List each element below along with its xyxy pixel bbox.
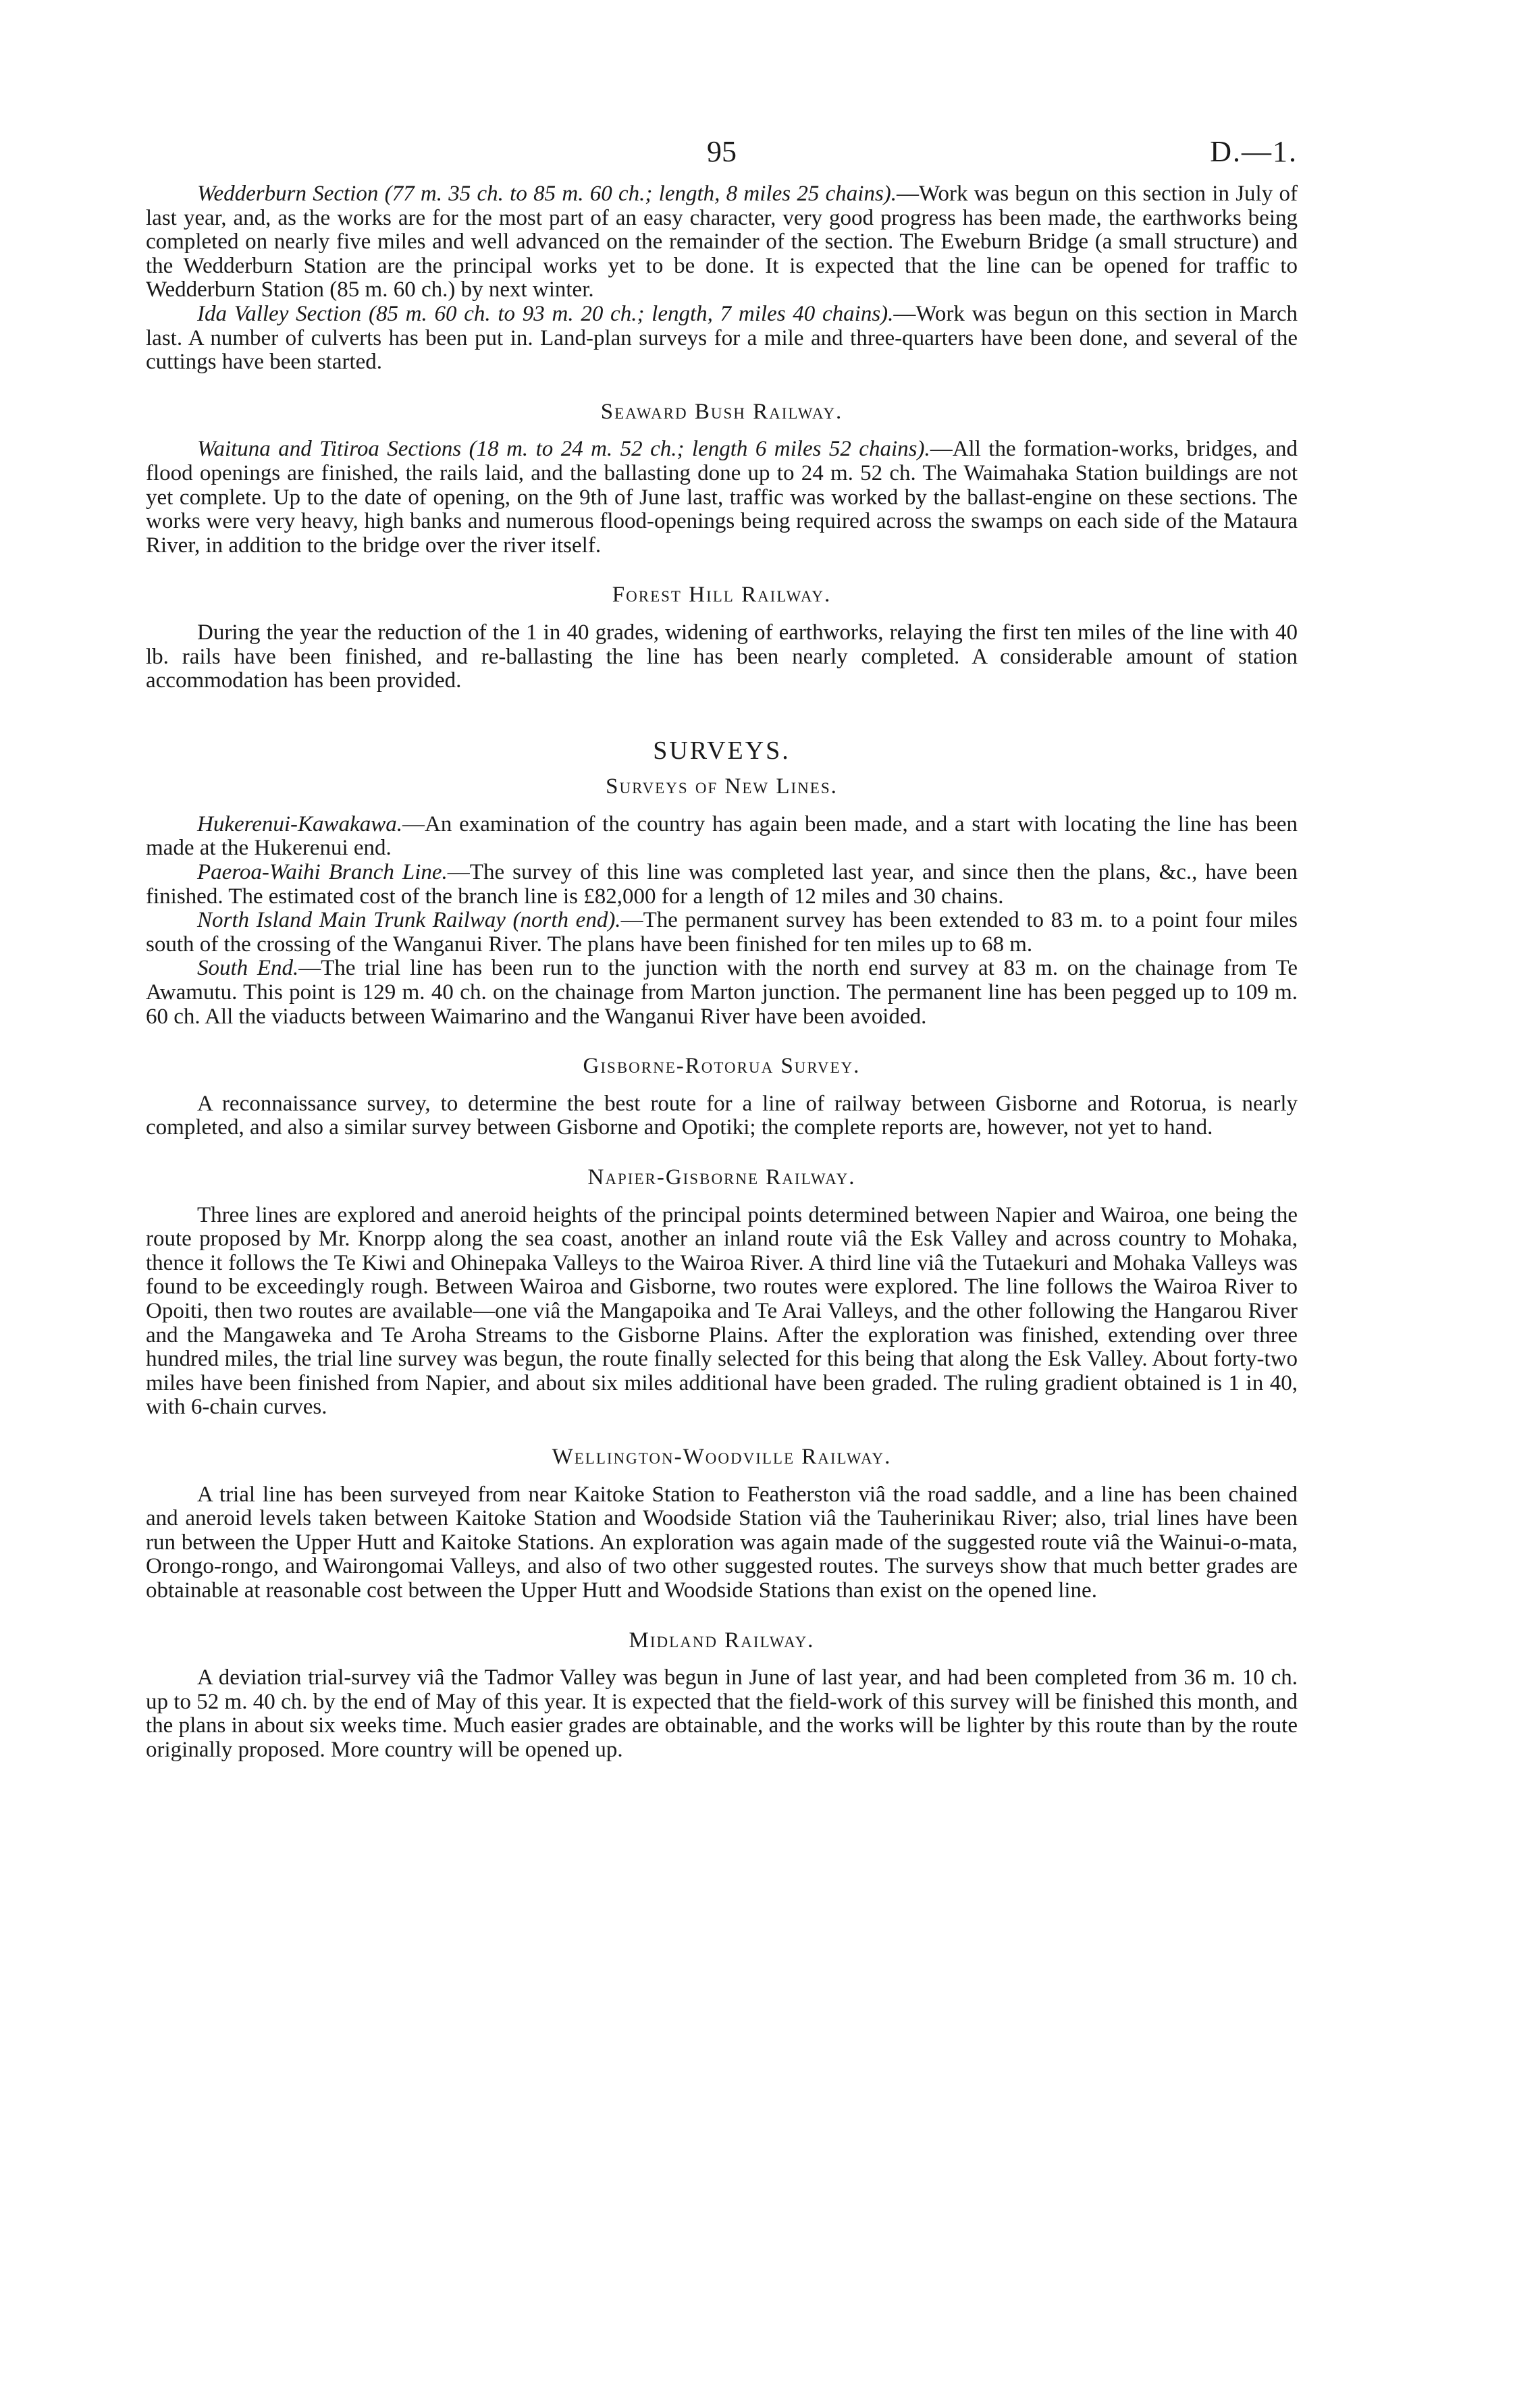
paragraph-main-trunk-north <box>146 909 1298 957</box>
paragraph-ida-valley-section <box>146 302 1298 375</box>
heading-surveys: SURVEYS. <box>653 736 791 765</box>
heading-surveys-of-new-lines: Surveys of New Lines. <box>606 774 838 799</box>
document-page <box>146 135 1298 1762</box>
paragraph-gisborne-rotorua <box>146 1092 1298 1140</box>
page-number: 95 <box>707 135 737 168</box>
paragraph-lead: Hukerenui-Kawakawa. <box>197 811 402 836</box>
heading-napier-gisborne-railway: Napier-Gisborne Railway. <box>587 1165 856 1189</box>
paragraph-text: —The trial line has been run to the junction with the north end survey at 83 m. on the chainage from Te Awamutu. This point is 129 m. 40 ch. on the chainage from Marton junction. The permanent line has been pegged up to 109 m. 60 ch. All the viaducts between Waimarino and the Wanganui River have been avoided. <box>146 956 1298 1029</box>
paragraph-lead: Waituna and Titiroa Sections (18 m. to 24 m. 52 ch.; length 6 miles 52 chains). <box>197 437 930 462</box>
paragraph-lead: Wedderburn Section (77 m. 35 ch. to 85 m. 60 ch.; length, 8 miles 25 chains). <box>197 182 897 206</box>
heading-midland-railway: Midland Railway. <box>629 1628 815 1653</box>
page-header <box>146 135 1298 182</box>
document-reference: D.—1. <box>1210 135 1298 168</box>
paragraph-forest-hill <box>146 621 1298 693</box>
paragraph-lead: North Island Main Trunk Railway (north end). <box>197 908 621 933</box>
paragraph-text: —The permanent survey has been extended to 83 m. to a point four miles south of the crossing of the Wanganui River. The plans have been finished for ten miles up to 68 m. <box>146 908 1298 957</box>
paragraph-text: —An examination of the country has again been made, and a start with locating the line has been made at the Hukerenui end. <box>146 811 1298 861</box>
paragraph-text: A deviation trial-survey viâ the Tadmor Valley was begun in June of last year, and had been completed from 36 m. 10 ch. up to 52 m. 40 ch. by the end of May of this year. It is expected that the field-work of this survey will be finished this month, and the plans in about six weeks time. Much easier grades are obtainable, and the works will be lighter by this route than by the route originally proposed. More country will be opened up. <box>146 1665 1298 1762</box>
paragraph-waituna-titiroa-sections <box>146 437 1298 558</box>
paragraph-text: —All the formation-works, bridges, and flood openings are finished, the rails laid, and the ballasting done up to 24 m. 52 ch. The Waimahaka Station buildings are not yet complete. Up to the date of opening, on the 9th of June last, traffic was worked by the ballast-engine on these sections. The works were very heavy, high banks and numerous flood-openings being required across the swamps on each side of the Mataura River, in addition to the bridge over the river itself. <box>146 437 1298 558</box>
heading-wellington-woodville-railway: Wellington-Woodville Railway. <box>552 1444 892 1469</box>
paragraph-lead: Paeroa-Waihi Branch Line. <box>197 860 448 885</box>
paragraph-wellington-woodville <box>146 1483 1298 1603</box>
paragraph-south-end <box>146 957 1298 1029</box>
paragraph-text: Three lines are explored and aneroid heights of the principal points determined between Napier and Wairoa, one being the route proposed by Mr. Knorpp along the sea coast, another an inland route viâ the Esk Valley and across country to Mohaka, thence it follows the Te Kiwi and Ohinepaka Valleys to the Wairoa River. A third line viâ the Tutaekuri and Mohaka Valleys was found to be exceedingly rough. Between Wairoa and Gisborne, two routes were explored. The line follows the Wairoa River to Opoiti, then two routes are available—one viâ the Mangapoika and Te Arai Valleys, and the other following the Hangarou River and the Mangaweka and Te Aroha Streams to the Gisborne Plains. After the exploration was finished, extending over three hundred miles, the trial line survey was begun, the route finally selected for this being that along the Esk Valley. About forty-two miles have been finished from Napier, and about six miles additional have been graded. The ruling gradient obtained is 1 in 40, with 6-chain curves. <box>146 1202 1298 1420</box>
paragraph-text: —Work was begun on this section in March last. A number of culverts has been put in. Land-plan surveys for a mile and three-quarters have been done, and several of the cuttings have been started. <box>146 301 1298 375</box>
paragraph-napier-gisborne <box>146 1204 1298 1420</box>
paragraph-text: A trial line has been surveyed from near Kaitoke Station to Featherston viâ the road saddle, and a line has been chained and aneroid levels taken between Kaitoke Station and Woodside Station viâ the Tauherinikau River; also, trial lines have been run between the Upper Hutt and Kaitoke Stations. An exploration was again made of the suggested route viâ the Wainui-o-mata, Orongo-rongo, and Wairongomai Valleys, and also of two other suggested routes. The surveys show that much better grades are obtainable at reasonable cost between the Upper Hutt and Woodside Stations than exist on the opened line. <box>146 1482 1298 1603</box>
heading-gisborne-rotorua-survey: Gisborne-Rotorua Survey. <box>583 1054 861 1079</box>
paragraph-text: A reconnaissance survey, to determine the best route for a line of railway between Gisborne and Rotorua, is nearly completed, and also a similar survey between Gisborne and Opotiki; the complete reports are, however, not yet to hand. <box>146 1091 1298 1140</box>
paragraph-paeroa-waihi <box>146 861 1298 909</box>
paragraph-hukerenui-kawakawa <box>146 813 1298 861</box>
paragraph-text: —Work was begun on this section in July of last year, and, as the works are for the most part of an easy character, very good progress has been made, the earthworks being completed on nearly five miles and well advanced on the remainder of the section. The Eweburn Bridge (a small structure) and the Wedderburn Station are the principal works yet to be done. It is expected that the line can be opened for traffic to Wedderburn Station (85 m. 60 ch.) by next winter. <box>146 182 1298 302</box>
paragraph-lead: South End. <box>197 956 299 981</box>
paragraph-lead: Ida Valley Section (85 m. 60 ch. to 93 m. 20 ch.; length, 7 miles 40 chains). <box>197 301 894 326</box>
heading-seaward-bush-railway: Seaward Bush Railway. <box>600 399 843 424</box>
paragraph-text: —The survey of this line was completed last year, and since then the plans, &c., have been finished. The estimated cost of the branch line is £82,000 for a length of 12 miles and 30 chains. <box>146 860 1298 909</box>
paragraph-wedderburn-section <box>146 182 1298 302</box>
paragraph-text: During the year the reduction of the 1 in 40 grades, widening of earthworks, relaying the first ten miles of the line with 40 lb. rails have been finished, and re-ballasting the line has been nearly completed. A considerable amount of station accommodation has been provided. <box>146 620 1298 693</box>
paragraph-midland <box>146 1666 1298 1762</box>
heading-forest-hill-railway: Forest Hill Railway. <box>612 583 832 608</box>
